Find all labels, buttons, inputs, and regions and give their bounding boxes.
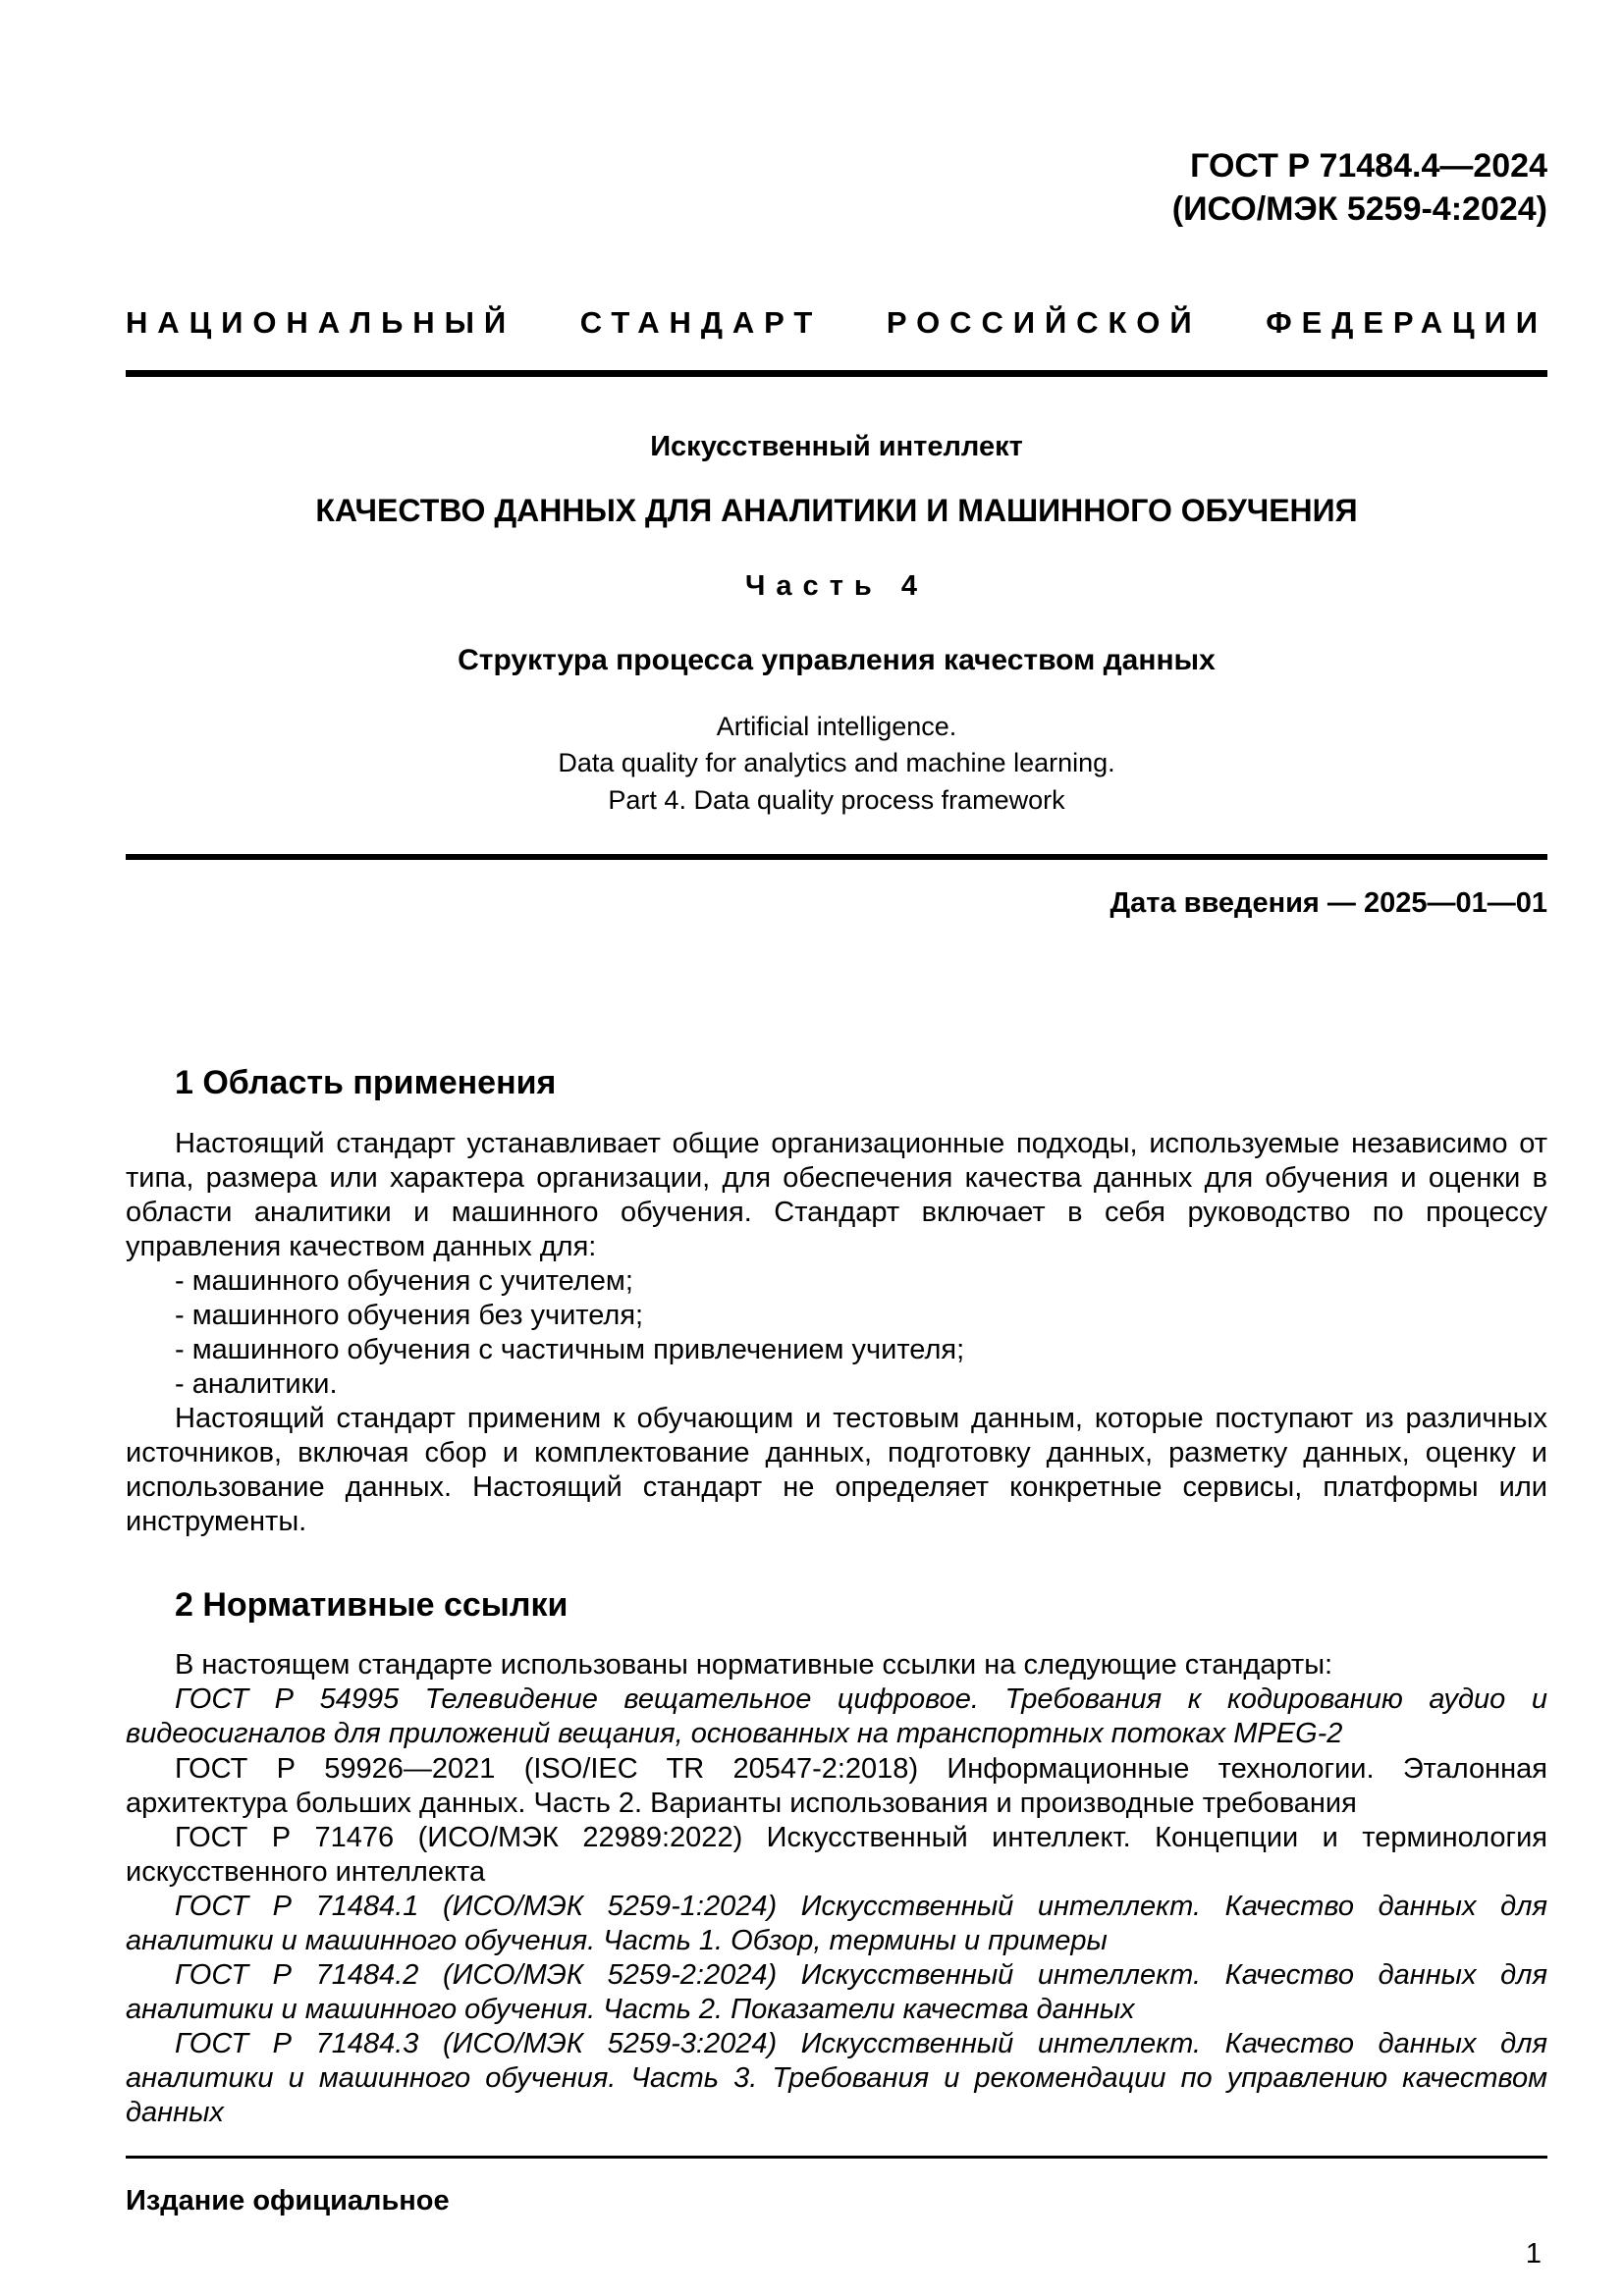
part-label: Часть 4 (745, 570, 928, 603)
effective-date: Дата введения — 2025—01—01 (1110, 886, 1547, 919)
section-1-heading: 1 Область применения (175, 1063, 557, 1101)
standard-code (126, 145, 1547, 231)
section-2-heading: 2 Нормативные ссылки (175, 1585, 568, 1624)
page-number: 1 (1525, 2238, 1542, 2269)
title-rule-top (126, 370, 1547, 377)
english-title-line2: Data quality for analytics and machine learning. (558, 748, 1115, 778)
document-subject: Искусственный интеллект (650, 431, 1023, 463)
reference-item: ГОСТ Р 71484.2 (ИСО/МЭК 5259-2:2024) Искусственный интеллект. Качество данных для аналитики и машинного обучения. Часть 2. Показатели качества данных (126, 1959, 1547, 2026)
document-title: КАЧЕСТВО ДАННЫХ ДЛЯ АНАЛИТИКИ И МАШИННОГО ОБУЧЕНИЯ (315, 493, 1358, 529)
section-1-paragraph-1: Настоящий стандарт устанавливает общие организационные подходы, используемые независимо от типа, размера или характера организации, для обеспечения качества данных для обучения и оценки в области аналитики и машинного обучения. Стандарт включает в себя руководство по процессу управления качеством данных для: (126, 1127, 1547, 1262)
english-title-line1: Artificial intelligence. (716, 712, 957, 742)
footer-rule (126, 2156, 1547, 2159)
standard-code-line2: (ИСО/МЭК 5259-4:2024) (1171, 189, 1547, 228)
reference-item: ГОСТ Р 54995 Телевидение вещательное цифровое. Требования к кодированию аудио и видеосигналов для приложений вещания, основанных на транспортных потоках MPEG-2 (126, 1683, 1547, 1750)
title-rule-bottom (126, 854, 1547, 860)
reference-item: ГОСТ Р 71484.3 (ИСО/МЭК 5259-3:2024) Искусственный интеллект. Качество данных для аналитики и машинного обучения. Часть 3. Требования и рекомендации по управлению качеством данных (126, 2028, 1547, 2129)
document-subtitle: Структура процесса управления качеством данных (458, 644, 1216, 677)
section-1-paragraph-2: Настоящий стандарт применим к обучающим и тестовым данным, которые поступают из различных источников, включая сбор и комплектование данных, подготовку данных, разметку данных, оценку и использование данных. Настоящий стандарт не определяет конкретные сервисы, платформы или инструменты. (126, 1403, 1547, 1538)
list-item: - машинного обучения без учителя; (175, 1299, 644, 1331)
standard-code-line1: ГОСТ Р 71484.4—2024 (1190, 147, 1547, 185)
list-item: - машинного обучения с учителем; (175, 1264, 633, 1297)
edition-note: Издание официальное (126, 2185, 450, 2216)
national-standard-banner: НАЦИОНАЛЬНЫЙ СТАНДАРТ РОССИЙСКОЙ ФЕДЕРАЦИИ (126, 305, 1547, 341)
reference-item: ГОСТ Р 71476 (ИСО/МЭК 22989:2022) Искусственный интеллект. Концепции и терминология искусственного интеллекта (126, 1821, 1547, 1888)
english-title-block (126, 709, 1547, 819)
list-item: - машинного обучения с частичным привлечением учителя; (175, 1334, 965, 1366)
english-title-line3: Part 4. Data quality process framework (608, 784, 1065, 815)
reference-item: ГОСТ Р 59926—2021 (ISO/IEC TR 20547-2:2018) Информационные технологии. Эталонная архитектура больших данных. Часть 2. Варианты использования и производные требования (126, 1752, 1547, 1819)
section-2-intro: В настоящем стандарте использованы нормативные ссылки на следующие стандарты: (175, 1649, 1333, 1682)
reference-item: ГОСТ Р 71484.1 (ИСО/МЭК 5259-1:2024) Искусственный интеллект. Качество данных для аналитики и машинного обучения. Часть 1. Обзор, термины и примеры (126, 1890, 1547, 1956)
list-item: - аналитики. (175, 1368, 338, 1401)
